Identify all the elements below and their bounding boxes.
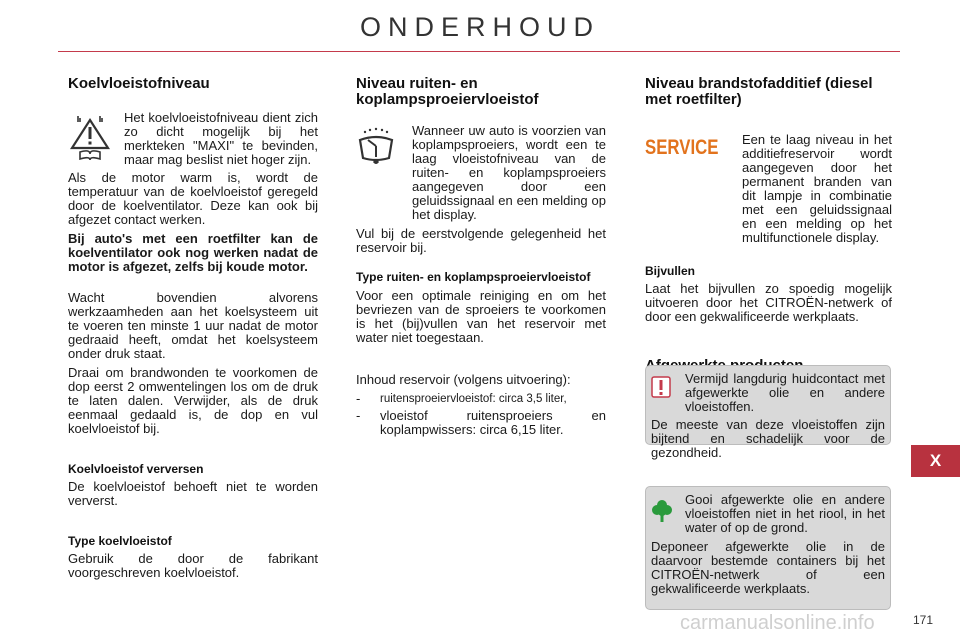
eco-row	[651, 493, 885, 535]
coolant-p2-bold: Bij auto's met een roetfilter kan de koelventilator ook nog werken nadat de motor is afgezet, zelfs bij koude motor.	[68, 231, 318, 274]
warning-row	[651, 372, 885, 414]
section-tab[interactable]: X	[911, 445, 960, 477]
list-dash: -	[356, 408, 361, 423]
exclamation-icon	[651, 376, 685, 401]
page-number: 171	[913, 613, 934, 627]
washer-heading: Niveau ruiten- en koplampsproeiervloeistof	[356, 75, 539, 108]
washer-type-heading: Type ruiten- en koplampsproeiervloeistof	[356, 270, 591, 284]
list-item	[356, 392, 606, 406]
eco-lead: Gooi afgewerkte olie en andere vloeistoffen niet in het riool, in het water of op de grond.	[685, 492, 885, 535]
washer-capacity-intro: Inhoud reservoir (volgens uitvoering):	[356, 372, 571, 387]
page-title: ONDERHOUD	[359, 12, 600, 42]
title-rule	[58, 51, 900, 52]
list-dash: -	[356, 391, 361, 406]
capacity-item-2: vloeistof ruitensproeiers en koplampwissers: circa 6,15 liter.	[380, 408, 606, 437]
coolant-type-heading: Type koelvloeistof	[68, 534, 172, 548]
coolant-icon-row	[68, 111, 318, 167]
coolant-p3: Wacht bovendien alvorens werkzaamheden aan het koelsysteem uit te voeren ten minste 1 uur nadat de motor gedraaid heeft, omdat het koelsysteem onder druk staat.	[68, 290, 318, 361]
eco-box	[645, 486, 891, 610]
washer-type-text: Voor een optimale reiniging en om het bevriezen van de sproeiers te voorkomen is het (bij)vullen van het reservoir met water niet toegestaan.	[356, 288, 606, 345]
coolant-type-text: Gebruik de door de fabrikant voorgeschreven koelvloeistof.	[68, 551, 318, 580]
coolant-change-heading: Koelvloeistof verversen	[68, 462, 204, 476]
coolant-heading: Koelvloeistofniveau	[68, 75, 210, 92]
additive-icon-row	[645, 133, 892, 245]
warning-box	[645, 365, 891, 460]
tree-icon	[651, 499, 685, 526]
service-label: SERVICE	[645, 136, 719, 159]
additive-heading: Niveau brandstofadditief (diesel met roetfilter)	[645, 75, 873, 108]
capacity-item-1: ruitensproeiervloeistof: circa 3,5 liter,	[380, 393, 567, 405]
column-additive	[645, 74, 892, 596]
washer-capacity-list	[356, 392, 606, 437]
washer-p1: Vul bij de eerstvolgende gelegenheid het reservoir bij.	[356, 226, 606, 255]
list-item	[356, 409, 606, 437]
warning-lead: Vermijd langdurig huidcontact met afgewerkte olie en andere vloeistoffen.	[685, 371, 885, 414]
coolant-icon-text: Het koelvloeistofniveau dient zich zo dicht mogelijk bij het merkteken "MAXI" te bevinden, maar mag beslist niet hoger zijn.	[124, 110, 318, 167]
additive-icon-text: Een te laag niveau in het additiefreservoir wordt aangegeven door het permanent branden van dit lampje in combinatie met een geluidssignaal en een melding op het multifunctionele display.	[742, 132, 892, 245]
washer-icon-text: Wanneer uw auto is voorzien van koplampsproeiers, wordt een te laag vloeistofniveau van de ruiten- en koplampsproeiers aangegeven door een geluidssignaal en een melding op het display.	[412, 123, 606, 222]
eco-text: Deponeer afgewerkte olie in de daarvoor bestemde containers bij het CITROËN-netwerk of een gekwalificeerde werkplaats.	[651, 539, 885, 596]
washer-icon-row	[356, 124, 606, 222]
coolant-p4: Draai om brandwonden te voorkomen de dop eerst 2 omwentelingen los om de druk te laten dalen. Verwijder, als de druk eenmaal gedaald is, de dop en vul koelvloeistof bij.	[68, 365, 318, 436]
watermark: carmanualsonline.info	[680, 612, 875, 634]
refill-heading: Bijvullen	[645, 264, 696, 278]
warning-text: De meeste van deze vloeistoffen zijn bijtend en schadelijk voor de gezondheid.	[651, 417, 885, 460]
refill-text: Laat het bijvullen zo spoedig mogelijk uitvoeren door het CITROËN-netwerk of door een gekwalificeerde werkplaats.	[645, 281, 892, 324]
service-lamp-icon	[645, 136, 742, 159]
coolant-warning-manual-icon	[68, 114, 124, 163]
coolant-p1: Als de motor warm is, wordt de temperatuur van de koelvloeistof geregeld door de koelventilator. Deze kan ook bij afgezet contact werken.	[68, 170, 318, 227]
column-washer	[356, 74, 606, 437]
coolant-change-text: De koelvloeistof behoeft niet te worden ververst.	[68, 479, 318, 508]
column-coolant	[68, 74, 318, 580]
washer-fluid-icon	[356, 126, 412, 169]
